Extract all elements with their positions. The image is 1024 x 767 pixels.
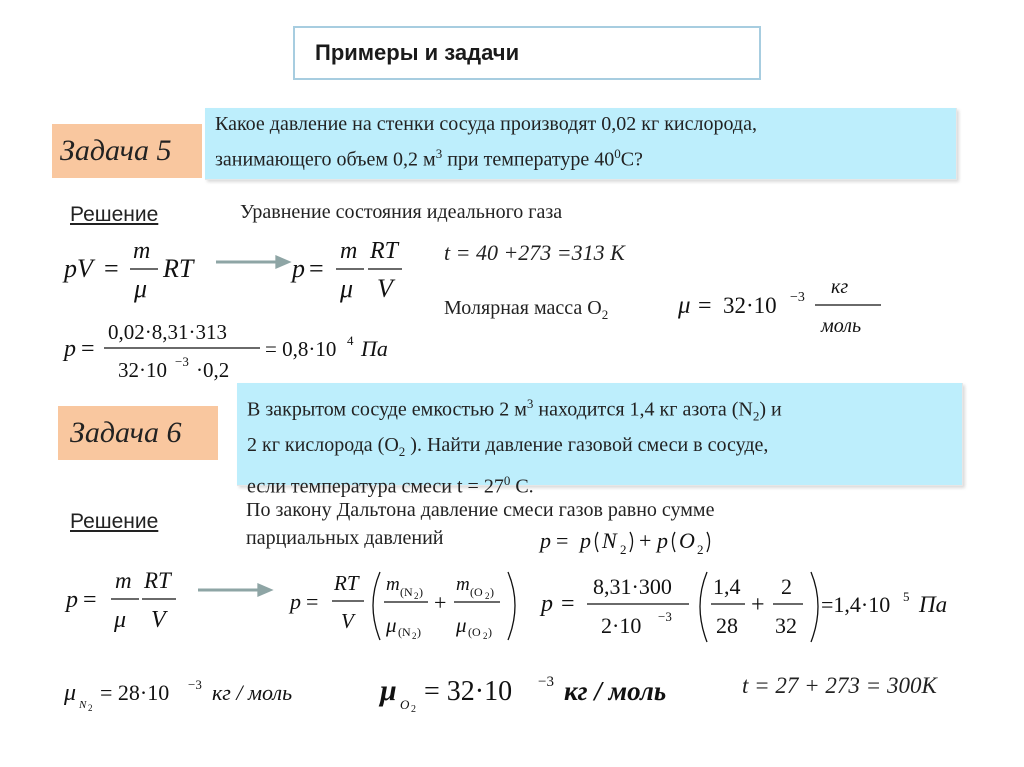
molar-mass-formula bbox=[678, 275, 898, 340]
task6-pressure-calculation bbox=[541, 566, 981, 644]
svg-text:= 0,8·10: = 0,8·10 bbox=[265, 337, 337, 361]
task6-temperature-formula: t = 27 + 273 = 300K bbox=[742, 673, 937, 698]
svg-text:=: = bbox=[104, 254, 119, 283]
ideal-gas-equation bbox=[64, 236, 224, 306]
dalton-line2: парциальных давлений bbox=[246, 527, 444, 549]
svg-text:μ: μ bbox=[678, 292, 691, 319]
arrow-icon bbox=[214, 252, 294, 272]
svg-text:p: p bbox=[540, 528, 551, 553]
pressure-equation bbox=[292, 236, 422, 306]
svg-text:pV: pV bbox=[64, 254, 93, 283]
svg-text:m: m bbox=[115, 568, 132, 593]
task6-question-line3: если температура смеси $t = 27^0$ С. bbox=[247, 472, 534, 498]
svg-text:m: m bbox=[340, 238, 358, 264]
svg-text:V: V bbox=[341, 609, 354, 633]
svg-text:μ: μ bbox=[380, 674, 397, 707]
molar-mass-n2 bbox=[64, 674, 334, 714]
svg-text:): ) bbox=[417, 625, 421, 639]
svg-text:8,31·300: 8,31·300 bbox=[593, 574, 672, 599]
svg-text:−3: −3 bbox=[658, 609, 672, 624]
svg-text:N: N bbox=[602, 528, 617, 553]
task5-question-line2: занимающего объем 0,2 $м^3$ при температуре $40^0С$? bbox=[215, 146, 643, 171]
svg-text:O: O bbox=[400, 697, 410, 712]
svg-text:(O: (O bbox=[470, 585, 483, 599]
state-equation-caption: Уравнение состояния идеального газа bbox=[240, 201, 563, 223]
svg-text:кг / моль: кг / моль bbox=[212, 680, 293, 705]
svg-text:0,02·8,31·313: 0,02·8,31·313 bbox=[108, 320, 227, 344]
dalton-formula bbox=[540, 524, 740, 560]
svg-text:=: = bbox=[698, 293, 712, 319]
svg-text:=: = bbox=[309, 254, 324, 283]
svg-text:=1,4·10: =1,4·10 bbox=[821, 592, 891, 617]
task5-temperature-formula: t = 40 +273 =313 K bbox=[444, 240, 625, 265]
task5-question-box bbox=[205, 108, 957, 180]
svg-text:): ) bbox=[419, 585, 423, 599]
svg-text:p: p bbox=[657, 528, 668, 553]
svg-text:=: = bbox=[556, 528, 569, 553]
svg-text:RT: RT bbox=[370, 238, 399, 264]
svg-text:2: 2 bbox=[697, 542, 704, 557]
svg-text:2: 2 bbox=[483, 631, 488, 641]
molar-mass-caption: Молярная масса $O_2$ bbox=[444, 297, 609, 322]
svg-text:=: = bbox=[81, 336, 95, 362]
svg-text:−3: −3 bbox=[790, 290, 805, 305]
svg-text:m: m bbox=[456, 574, 470, 595]
title-box bbox=[293, 26, 761, 80]
svg-text:p: p bbox=[66, 587, 78, 613]
svg-text:RT: RT bbox=[163, 254, 194, 283]
svg-text:2: 2 bbox=[414, 591, 419, 601]
svg-text:μ: μ bbox=[64, 680, 77, 706]
svg-text:μ: μ bbox=[386, 613, 397, 637]
svg-text:2: 2 bbox=[411, 704, 416, 715]
svg-text:+: + bbox=[434, 590, 447, 615]
task6-solution-label: Решение bbox=[70, 510, 159, 533]
task5-label: Задача 5 bbox=[52, 124, 202, 178]
svg-text:28: 28 bbox=[716, 613, 738, 638]
svg-text:2: 2 bbox=[781, 574, 792, 599]
svg-text:=: = bbox=[83, 587, 97, 613]
task6-label: Задача 6 bbox=[58, 406, 218, 460]
molar-mass-o2 bbox=[380, 670, 720, 714]
arrow-icon bbox=[196, 580, 276, 600]
mixture-pressure-equation bbox=[290, 566, 540, 644]
svg-text:2: 2 bbox=[485, 591, 490, 601]
svg-text:кг / моль: кг / моль bbox=[564, 676, 667, 706]
svg-text:(N: (N bbox=[400, 585, 413, 599]
task5-pressure-calculation bbox=[64, 314, 404, 384]
task6-question-line2: 2 кг кислорода ($O_2$ ). Найти давление газовой смеси в сосуде, bbox=[247, 433, 769, 459]
svg-text:−3: −3 bbox=[538, 674, 554, 690]
svg-text:V: V bbox=[151, 607, 166, 633]
svg-text:4: 4 bbox=[347, 333, 354, 348]
dalton-line1: По закону Дальтона давление смеси газов равно сумме bbox=[246, 499, 715, 521]
svg-text:кг: кг bbox=[831, 276, 849, 298]
task6-question-line1: В закрытом сосуде емкостью 2 $м^3$ находится 1,4 кг азота $(N_2)$ и bbox=[247, 396, 782, 424]
task5-solution-label: Решение bbox=[70, 203, 159, 226]
svg-text:5: 5 bbox=[903, 589, 910, 604]
svg-text:μ: μ bbox=[340, 274, 354, 303]
svg-text:·0,2: ·0,2 bbox=[196, 358, 230, 382]
svg-text:μ: μ bbox=[134, 274, 148, 303]
page-title: Примеры и задачи bbox=[315, 40, 520, 65]
svg-text:p: p bbox=[64, 336, 76, 362]
svg-text:2: 2 bbox=[412, 631, 417, 641]
svg-text:μ: μ bbox=[456, 613, 467, 637]
task5-question-line1: Какое давление на стенки сосуда производят 0,02 кг кислорода, bbox=[215, 113, 757, 135]
svg-text:O: O bbox=[679, 528, 695, 553]
svg-text:=: = bbox=[561, 591, 575, 617]
svg-text:μ: μ bbox=[114, 607, 127, 633]
svg-text:(N: (N bbox=[398, 625, 411, 639]
svg-text:Па: Па bbox=[361, 336, 388, 361]
svg-text:32·10: 32·10 bbox=[118, 358, 167, 382]
svg-text:N: N bbox=[79, 699, 87, 711]
svg-text:V: V bbox=[377, 274, 393, 303]
svg-text:−3: −3 bbox=[188, 677, 202, 692]
svg-text:моль: моль bbox=[821, 315, 862, 337]
svg-text:+: + bbox=[751, 592, 765, 618]
svg-text:): ) bbox=[490, 585, 494, 599]
svg-text:2: 2 bbox=[620, 542, 627, 557]
svg-text:p: p bbox=[541, 591, 553, 617]
svg-text:−3: −3 bbox=[175, 354, 189, 369]
svg-text:1,4: 1,4 bbox=[713, 574, 741, 599]
svg-text:p: p bbox=[580, 528, 591, 553]
svg-text:+: + bbox=[639, 528, 652, 553]
svg-text:32·10: 32·10 bbox=[723, 293, 777, 318]
svg-text:=: = bbox=[306, 589, 319, 614]
svg-text:): ) bbox=[488, 625, 492, 639]
svg-text:(O: (O bbox=[468, 625, 481, 639]
svg-text:m: m bbox=[133, 238, 151, 264]
svg-text:= 28·10: = 28·10 bbox=[100, 680, 170, 705]
svg-text:32: 32 bbox=[775, 613, 797, 638]
svg-text:2: 2 bbox=[88, 703, 93, 713]
svg-text:m: m bbox=[386, 574, 400, 595]
svg-text:RT: RT bbox=[144, 568, 171, 593]
svg-text:p: p bbox=[290, 589, 301, 614]
task6-question-box bbox=[237, 383, 963, 498]
svg-text:Па: Па bbox=[919, 592, 948, 617]
svg-text:= 32·10: = 32·10 bbox=[424, 676, 513, 707]
svg-text:2·10: 2·10 bbox=[601, 613, 642, 638]
svg-text:RT: RT bbox=[334, 571, 359, 595]
svg-text:p: p bbox=[292, 254, 305, 283]
task6-pressure-equation bbox=[66, 566, 196, 636]
